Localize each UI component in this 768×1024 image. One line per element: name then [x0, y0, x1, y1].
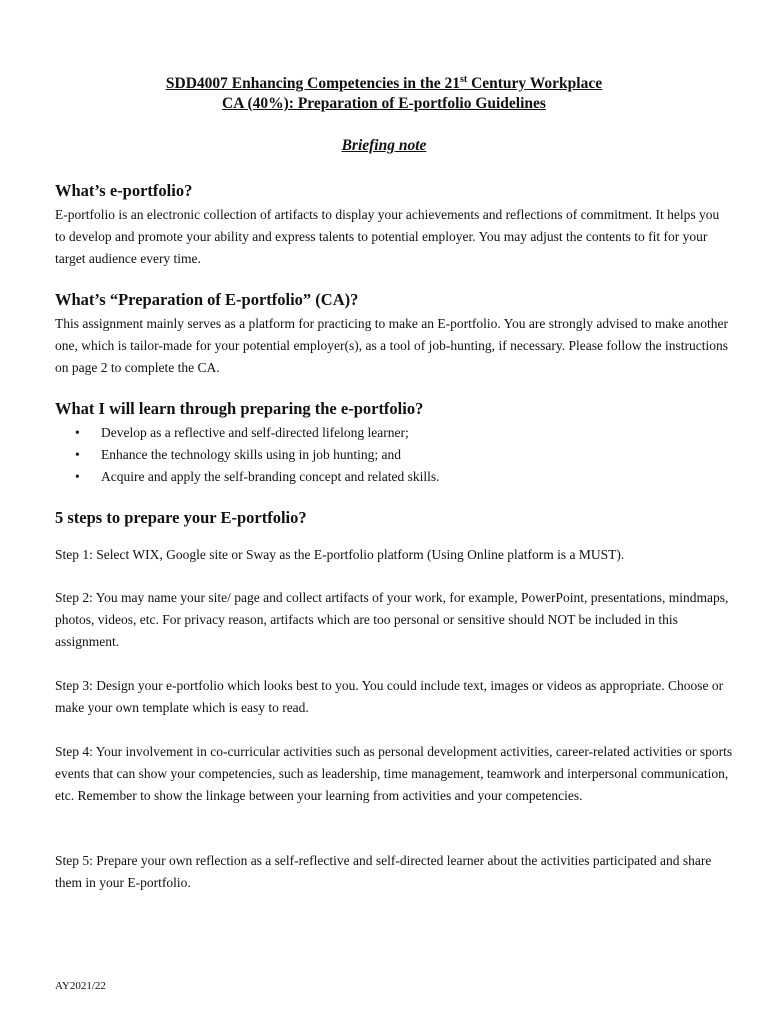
bullet-icon: •	[75, 425, 80, 440]
course-title-prefix: SDD4007 Enhancing Competencies in the 21	[165, 75, 460, 93]
briefing-note-title: Briefing note	[341, 137, 427, 154]
step-3: Step 3: Design your e-portfolio which looks best to you. You could include text, images or videos as appropriate. Choose or make your own template which is easy to read.	[55, 677, 724, 715]
section-paragraph: E-portfolio is an electronic collection of artifacts to display your achievements and reflections of commitment. It helps you to develop and promote your ability and express talents to potential employer. You may adjust the contents to fit for your target audience every time.	[55, 207, 720, 266]
bullet-icon: •	[75, 447, 80, 462]
course-title	[0, 70, 768, 94]
section-heading: What’s e-portfolio?	[55, 181, 193, 200]
course-title-superscript: st	[459, 74, 468, 85]
section-heading: What I will learn through preparing the e-portfolio?	[55, 399, 424, 418]
step-1: Step 1: Select WIX, Google site or Sway as the E-portfolio platform (Using Online platform is a MUST).	[55, 546, 625, 562]
bullet-item	[55, 422, 728, 444]
bullet-text: Enhance the technology skills using in job hunting; and	[101, 447, 401, 462]
bullet-icon: •	[75, 469, 80, 484]
section-five-steps	[55, 507, 728, 531]
step-4: Step 4: Your involvement in co-curricular activities such as personal development activities, career-related activities or sports events that can show your competencies, such as leadership, time management, teamwork and interpersonal communication, etc. Remember to show the linkage between your learning from activities and your competencies.	[55, 743, 733, 803]
bullet-text: Acquire and apply the self-branding concept and related skills.	[101, 469, 440, 484]
section-what-i-will-learn	[55, 398, 728, 488]
section-what-is-eportfolio	[55, 180, 728, 270]
bullet-item	[55, 444, 728, 466]
academic-year-footer: AY2021/22	[55, 980, 106, 992]
section-paragraph: This assignment mainly serves as a platform for practicing to make an E-portfolio. You are strongly advised to make another one, which is tailor-made for your potential employer(s), as a tool of job-hunting, if necessary. Please follow the instructions on page 2 to complete the CA.	[55, 316, 728, 375]
step-2: Step 2: You may name your site/ page and collect artifacts of your work, for example, PowerPoint, presentations, mindmaps, photos, videos, etc. For privacy reason, artifacts which are too personal or sensitive should NOT be included in this assignment.	[55, 589, 729, 649]
step-5: Step 5: Prepare your own reflection as a self-reflective and self-directed learner about the activities participated and share them in your E-portfolio.	[55, 852, 712, 890]
section-heading: What’s “Preparation of E-portfolio” (CA)?	[55, 290, 359, 309]
bullet-item	[55, 466, 728, 488]
section-heading: 5 steps to prepare your E-portfolio?	[55, 508, 307, 527]
assignment-title: CA (40%): Preparation of E-portfolio Guidelines	[222, 95, 546, 112]
bullet-text: Develop as a reflective and self-directed lifelong learner;	[101, 425, 409, 440]
learning-bullet-list	[55, 422, 728, 488]
course-title-suffix: Century Workplace	[467, 75, 603, 93]
section-what-is-ca	[55, 289, 728, 379]
